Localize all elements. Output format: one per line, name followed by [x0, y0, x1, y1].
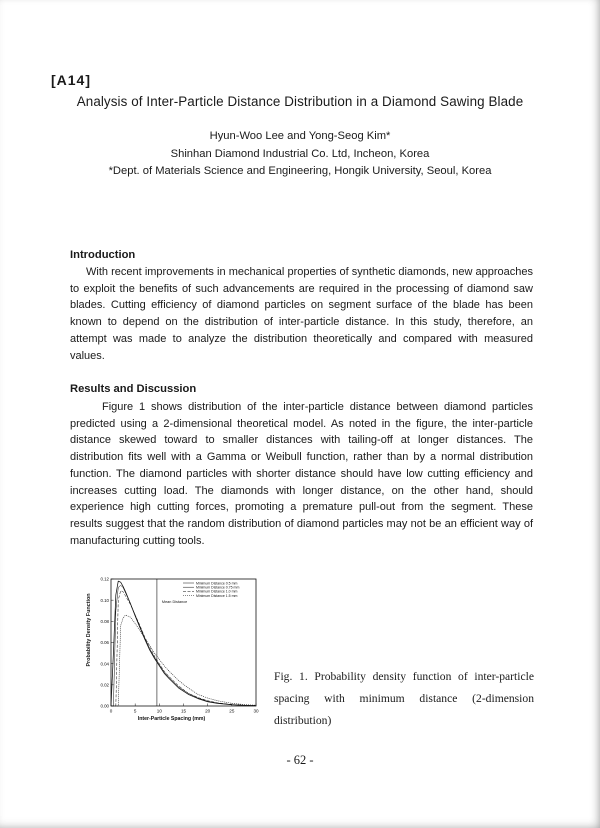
x-tick-label: 20: [205, 708, 211, 714]
page-number: - 62 -: [286, 753, 314, 767]
introduction-heading: Introduction: [70, 249, 136, 261]
pdf-chart: [86, 571, 264, 729]
chart-x-axis-label: Inter-Particle Spacing (mm): [137, 716, 206, 722]
x-tick-label: 30: [253, 708, 259, 714]
legend-label: Minimum Distance 0.75 mm: [196, 585, 240, 590]
chart-plot-frame: [111, 579, 256, 706]
results-heading: Results and Discussion: [70, 383, 197, 395]
x-tick-label: 10: [156, 708, 162, 714]
legend-label: Minimum Distance 1.5 mm: [196, 593, 238, 598]
introduction-paragraph: [70, 264, 533, 364]
legend-label: Minimum Distance 0.5 mm: [196, 581, 238, 586]
x-tick-label: 15: [180, 708, 187, 714]
y-tick-label: 0.02: [100, 682, 109, 688]
y-tick-label: 0.08: [100, 618, 109, 624]
mean-distance-label: Mean Distance: [161, 600, 188, 604]
y-tick-label: 0.00: [100, 703, 109, 709]
chart-y-axis-label: Probability Density Function: [86, 593, 92, 667]
y-tick-label: 0.04: [100, 661, 109, 667]
affiliation-secondary: *Dept. of Materials Science and Engineering, Hongik University, Seoul, Korea: [108, 165, 492, 177]
results-paragraph: [70, 399, 533, 549]
authors: Hyun-Woo Lee and Yong-Seog Kim*: [209, 130, 391, 142]
affiliation: Shinhan Diamond Industrial Co. Ltd, Incheon, Korea: [170, 148, 430, 160]
results-text: Figure 1 shows distribution of the inter-particle distance between diamond particles predicted using a 2-dimensional theoretical model. As noted in the figure, the inter-particle distance skewed toward to smaller distances with tailing-off at longer distances. The distribution fits well with a Gamma or Weibull function, rather than by a normal distribution function. The diamond particles with shorter distance should have low cutting efficiency and increases cutting load. The diamonds with longer distance, on the other hand, should experience high cutting forces, promoting a premature pull-out from the segment. These results suggest that the random distribution of diamond particles may not be an efficient way of manufacturing cutting tools.: [70, 401, 533, 547]
series-line: [111, 615, 256, 706]
x-tick-label: 25: [229, 708, 235, 714]
y-tick-label: 0.06: [100, 640, 109, 646]
introduction-text: With recent improvements in mechanical properties of synthetic diamonds, new approaches to exploit the benefits of such advancements are required in the processing of diamond saw blades. Cutting efficiency of diamond particles on segment surface of the blade has been known to depend on the distribution of inter-particle distance. In this study, therefore, an attempt was made to analyze the distribution theoretically and compared with measured values.: [70, 266, 533, 362]
x-tick-label: 5: [133, 708, 137, 714]
x-tick-label: 0: [109, 708, 113, 714]
figure-caption: Fig. 1. Probability density function of inter-particle spacing with minimum distance (2-dimension distribution): [274, 670, 534, 727]
series-line: [111, 591, 256, 706]
paper-title: Analysis of Inter-Particle Distance Distribution in a Diamond Sawing Blade: [76, 94, 524, 109]
y-tick-label: 0.10: [100, 597, 109, 603]
abstract-tag: [A14]: [51, 72, 92, 88]
legend-label: Minimum Distance 1.0 mm: [196, 589, 238, 594]
y-tick-label: 0.12: [100, 576, 109, 582]
